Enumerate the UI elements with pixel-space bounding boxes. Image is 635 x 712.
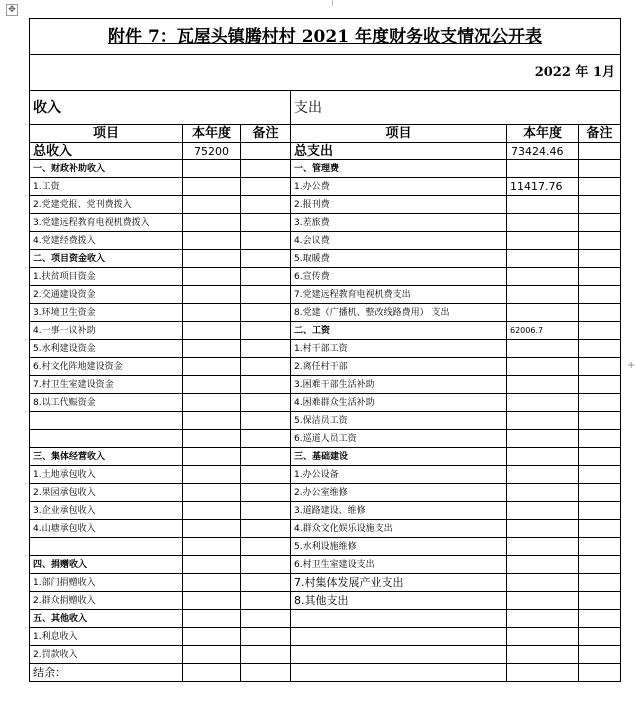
income-note[interactable] — [241, 448, 291, 466]
expense-item[interactable]: 7.党建远程教育电视机费支出 — [291, 286, 507, 304]
expense-year-value[interactable] — [507, 628, 579, 646]
income-year-value[interactable] — [183, 556, 241, 574]
income-note[interactable] — [241, 232, 291, 250]
expense-item-header: 项目 — [291, 125, 507, 143]
expense-year-value[interactable] — [507, 412, 579, 430]
total-income-value: 75200 — [183, 143, 241, 160]
income-item[interactable] — [30, 538, 183, 556]
expense-item[interactable]: 1.村干部工资 — [291, 340, 507, 358]
income-item[interactable]: 2.党建党报、党刊费拨入 — [30, 196, 183, 214]
income-note[interactable] — [241, 646, 291, 664]
expense-year-value[interactable] — [507, 286, 579, 304]
expense-year-value[interactable] — [507, 196, 579, 214]
table-row — [30, 178, 621, 196]
expense-year-value[interactable] — [507, 250, 579, 268]
expense-item[interactable]: 5.保洁员工资 — [291, 412, 507, 430]
income-item[interactable]: 3.党建远程教育电视机费拨入 — [30, 214, 183, 232]
income-item[interactable]: 4.党建经费拨入 — [30, 232, 183, 250]
table-row — [30, 466, 621, 484]
table-row — [30, 556, 621, 574]
expense-year-value[interactable] — [507, 394, 579, 412]
table-row — [30, 484, 621, 502]
income-item[interactable]: 4.山塘承包收入 — [30, 520, 183, 538]
income-item[interactable]: 2.果园承包收入 — [30, 484, 183, 502]
income-year-value[interactable] — [183, 304, 241, 322]
income-note-header: 备注 — [241, 125, 291, 143]
income-year-value[interactable] — [183, 268, 241, 286]
expense-note-header: 备注 — [579, 125, 621, 143]
expense-item[interactable]: 1.办公费 — [291, 178, 507, 196]
expense-note[interactable] — [579, 340, 621, 358]
expense-item[interactable] — [291, 628, 507, 646]
expense-year-value[interactable] — [507, 448, 579, 466]
income-item[interactable]: 3.企业承包收入 — [30, 502, 183, 520]
expense-note[interactable] — [579, 646, 621, 664]
income-note[interactable] — [241, 196, 291, 214]
income-note[interactable] — [241, 340, 291, 358]
expense-category[interactable]: 三、基础建设 — [291, 448, 507, 466]
finance-disclosure-sheet — [29, 18, 620, 682]
income-category[interactable]: 四、捐赠收入 — [30, 556, 183, 574]
expense-item[interactable]: 6.巡道人员工资 — [291, 430, 507, 448]
expense-item[interactable]: 2.报刊费 — [291, 196, 507, 214]
income-year-value[interactable] — [183, 502, 241, 520]
expense-note[interactable] — [579, 160, 621, 178]
income-note[interactable] — [241, 610, 291, 628]
income-item[interactable]: 4.一事一议补助 — [30, 322, 183, 340]
income-note[interactable] — [241, 628, 291, 646]
expense-year-value[interactable] — [507, 340, 579, 358]
table-row — [30, 376, 621, 394]
expense-note[interactable] — [579, 538, 621, 556]
expense-item[interactable]: 6.宣传费 — [291, 268, 507, 286]
table-row — [30, 250, 621, 268]
income-year-value[interactable] — [183, 628, 241, 646]
expense-year-value[interactable] — [507, 214, 579, 232]
income-year-value[interactable] — [183, 520, 241, 538]
income-year-value[interactable] — [183, 610, 241, 628]
income-note[interactable] — [241, 574, 291, 592]
table-row — [30, 610, 621, 628]
expense-year-value[interactable] — [507, 610, 579, 628]
document-date: 2022 年 1月 — [30, 55, 621, 91]
expense-note[interactable] — [579, 358, 621, 376]
total-expense-value: 73424.46 — [507, 143, 579, 160]
table-row — [30, 214, 621, 232]
income-note[interactable] — [241, 214, 291, 232]
expense-note[interactable] — [579, 592, 621, 610]
income-note[interactable] — [241, 394, 291, 412]
expense-note[interactable] — [579, 250, 621, 268]
total-expense-label: 总支出 — [291, 143, 507, 160]
income-note[interactable] — [241, 250, 291, 268]
income-year-value[interactable] — [183, 358, 241, 376]
move-handle-icon[interactable]: ✥ — [6, 4, 18, 16]
document-title: 附件 7：瓦屋头镇腾村村 2021 年度财务收支情况公开表 — [30, 19, 621, 55]
expense-note[interactable] — [579, 430, 621, 448]
expense-year-value[interactable] — [507, 358, 579, 376]
table-row — [30, 304, 621, 322]
balance-expense-value[interactable] — [507, 664, 579, 682]
income-note[interactable] — [241, 178, 291, 196]
expense-item[interactable] — [291, 646, 507, 664]
expense-category[interactable]: 二、工资 — [291, 322, 507, 340]
income-note[interactable] — [241, 304, 291, 322]
expense-year-value[interactable] — [507, 304, 579, 322]
expense-item[interactable]: 4.群众文化娱乐设施支出 — [291, 520, 507, 538]
expense-year-value[interactable] — [507, 160, 579, 178]
income-year-value[interactable] — [183, 484, 241, 502]
income-year-value[interactable] — [183, 574, 241, 592]
expense-item[interactable]: 7.村集体发展产业支出 — [291, 574, 507, 592]
expense-year-value[interactable] — [507, 232, 579, 250]
expense-note[interactable] — [579, 268, 621, 286]
expense-year-value[interactable] — [507, 556, 579, 574]
expense-item[interactable]: 5.取暖费 — [291, 250, 507, 268]
table-row — [30, 520, 621, 538]
income-item[interactable]: 2.罚款收入 — [30, 646, 183, 664]
expense-year-value[interactable] — [507, 538, 579, 556]
income-year-value[interactable] — [183, 394, 241, 412]
total-income-note — [241, 143, 291, 160]
balance-label: 结余： — [30, 664, 183, 682]
income-year-value[interactable] — [183, 430, 241, 448]
expense-item[interactable]: 2.离任村干部 — [291, 358, 507, 376]
expense-year-value[interactable] — [507, 592, 579, 610]
income-note[interactable] — [241, 412, 291, 430]
expense-note[interactable] — [579, 628, 621, 646]
expense-year-value[interactable] — [507, 484, 579, 502]
income-note[interactable] — [241, 484, 291, 502]
balance-year-value[interactable] — [183, 664, 241, 682]
expense-note[interactable] — [579, 214, 621, 232]
table-row — [30, 268, 621, 286]
income-item[interactable]: 6.村文化阵地建设资金 — [30, 358, 183, 376]
table-row — [30, 196, 621, 214]
expense-note[interactable] — [579, 574, 621, 592]
table-row — [30, 322, 621, 340]
table-row — [30, 412, 621, 430]
income-item[interactable]: 7.村卫生室建设资金 — [30, 376, 183, 394]
table-row — [30, 430, 621, 448]
expense-year-value[interactable]: 62006.7 — [507, 322, 579, 340]
income-item[interactable]: 2.交通建设资金 — [30, 286, 183, 304]
income-section-label: 收入 — [30, 91, 291, 125]
income-item[interactable]: 3.环境卫生资金 — [30, 304, 183, 322]
income-item[interactable]: 1.土地承包收入 — [30, 466, 183, 484]
expense-item[interactable]: 4.困难群众生活补助 — [291, 394, 507, 412]
expense-item[interactable]: 8.党建（广播机、整改线路费用） 支出 — [291, 304, 507, 322]
income-year-value[interactable] — [183, 250, 241, 268]
total-expense-note — [579, 143, 621, 160]
income-item[interactable]: 1.部门捐赠收入 — [30, 574, 183, 592]
expense-note[interactable] — [579, 394, 621, 412]
balance-expense-note[interactable] — [579, 664, 621, 682]
income-note[interactable] — [241, 430, 291, 448]
income-year-value[interactable] — [183, 286, 241, 304]
expense-note[interactable] — [579, 610, 621, 628]
expense-note[interactable] — [579, 178, 621, 196]
income-item[interactable]: 1.扶贫项目资金 — [30, 268, 183, 286]
income-item[interactable]: 8.以工代赈资金 — [30, 394, 183, 412]
expense-year-value[interactable] — [507, 646, 579, 664]
expense-year-value[interactable] — [507, 502, 579, 520]
expense-year-value[interactable] — [507, 268, 579, 286]
table-row — [30, 340, 621, 358]
income-note[interactable] — [241, 286, 291, 304]
expense-note[interactable] — [579, 196, 621, 214]
expense-note[interactable] — [579, 484, 621, 502]
expense-note[interactable] — [579, 304, 621, 322]
income-year-value[interactable] — [183, 232, 241, 250]
expense-note[interactable] — [579, 502, 621, 520]
table-row — [30, 160, 621, 178]
income-year-value[interactable] — [183, 646, 241, 664]
income-item[interactable]: 2.群众捐赠收入 — [30, 592, 183, 610]
expense-item[interactable]: 3.困难干部生活补助 — [291, 376, 507, 394]
expense-note[interactable] — [579, 448, 621, 466]
balance-expense-item[interactable] — [291, 664, 507, 682]
income-item[interactable] — [30, 430, 183, 448]
income-year-value[interactable] — [183, 322, 241, 340]
income-note[interactable] — [241, 322, 291, 340]
expense-note[interactable] — [579, 286, 621, 304]
income-note[interactable] — [241, 268, 291, 286]
income-year-value[interactable] — [183, 376, 241, 394]
expense-section-label: 支出 — [291, 91, 621, 125]
income-year-header: 本年度 — [183, 125, 241, 143]
table-row — [30, 358, 621, 376]
expense-item[interactable]: 8.其他支出 — [291, 592, 507, 610]
expense-item[interactable]: 6.村卫生室建设支出 — [291, 556, 507, 574]
table-row — [30, 646, 621, 664]
expense-note[interactable] — [579, 466, 621, 484]
balance-row — [30, 664, 621, 682]
expense-year-value[interactable] — [507, 520, 579, 538]
income-note[interactable] — [241, 520, 291, 538]
expense-year-value[interactable] — [507, 466, 579, 484]
total-income-label: 总收入 — [30, 143, 183, 160]
expense-item[interactable]: 3.差旅费 — [291, 214, 507, 232]
income-category[interactable]: 一、财政补助收入 — [30, 160, 183, 178]
balance-note[interactable] — [241, 664, 291, 682]
income-year-value[interactable] — [183, 196, 241, 214]
income-year-value[interactable] — [183, 214, 241, 232]
income-year-value[interactable] — [183, 466, 241, 484]
expense-note[interactable] — [579, 376, 621, 394]
table-row — [30, 592, 621, 610]
income-category[interactable]: 三、集体经营收入 — [30, 448, 183, 466]
table-row — [30, 448, 621, 466]
income-note[interactable] — [241, 160, 291, 178]
expense-item[interactable]: 4.会议费 — [291, 232, 507, 250]
expense-item[interactable]: 3.道路建设、维修 — [291, 502, 507, 520]
income-note[interactable] — [241, 556, 291, 574]
finance-table — [29, 18, 621, 682]
expense-note[interactable] — [579, 520, 621, 538]
expense-item[interactable]: 1.办公设备 — [291, 466, 507, 484]
table-row — [30, 538, 621, 556]
page-margin-marker — [332, 0, 333, 6]
income-category[interactable]: 二、项目资金收入 — [30, 250, 183, 268]
income-item[interactable]: 1.工资 — [30, 178, 183, 196]
table-row — [30, 574, 621, 592]
expense-note[interactable] — [579, 322, 621, 340]
income-year-value[interactable] — [183, 340, 241, 358]
income-year-value[interactable] — [183, 178, 241, 196]
income-item[interactable]: 5.水利建设资金 — [30, 340, 183, 358]
income-year-value[interactable] — [183, 412, 241, 430]
expense-year-header: 本年度 — [507, 125, 579, 143]
income-year-value[interactable] — [183, 538, 241, 556]
expense-note[interactable] — [579, 412, 621, 430]
income-note[interactable] — [241, 358, 291, 376]
table-row — [30, 232, 621, 250]
expense-item[interactable] — [291, 610, 507, 628]
income-note[interactable] — [241, 502, 291, 520]
expense-item[interactable]: 5.水利设施维修 — [291, 538, 507, 556]
table-row — [30, 394, 621, 412]
income-note[interactable] — [241, 376, 291, 394]
income-item[interactable]: 1.利息收入 — [30, 628, 183, 646]
income-category[interactable]: 五、其他收入 — [30, 610, 183, 628]
expense-item[interactable]: 2.办公室维修 — [291, 484, 507, 502]
expense-category[interactable]: 一、管理费 — [291, 160, 507, 178]
income-note[interactable] — [241, 592, 291, 610]
expense-year-value[interactable] — [507, 376, 579, 394]
expense-note[interactable] — [579, 556, 621, 574]
income-year-value[interactable] — [183, 592, 241, 610]
expense-year-value[interactable] — [507, 430, 579, 448]
table-row — [30, 628, 621, 646]
expense-year-value[interactable]: 11417.76 — [507, 178, 579, 196]
income-year-value[interactable] — [183, 160, 241, 178]
add-column-icon[interactable]: + — [627, 360, 635, 371]
income-item[interactable] — [30, 412, 183, 430]
table-row — [30, 286, 621, 304]
income-year-value[interactable] — [183, 448, 241, 466]
expense-year-value[interactable] — [507, 574, 579, 592]
income-note[interactable] — [241, 538, 291, 556]
income-item-header: 项目 — [30, 125, 183, 143]
expense-note[interactable] — [579, 232, 621, 250]
table-row — [30, 502, 621, 520]
income-note[interactable] — [241, 466, 291, 484]
